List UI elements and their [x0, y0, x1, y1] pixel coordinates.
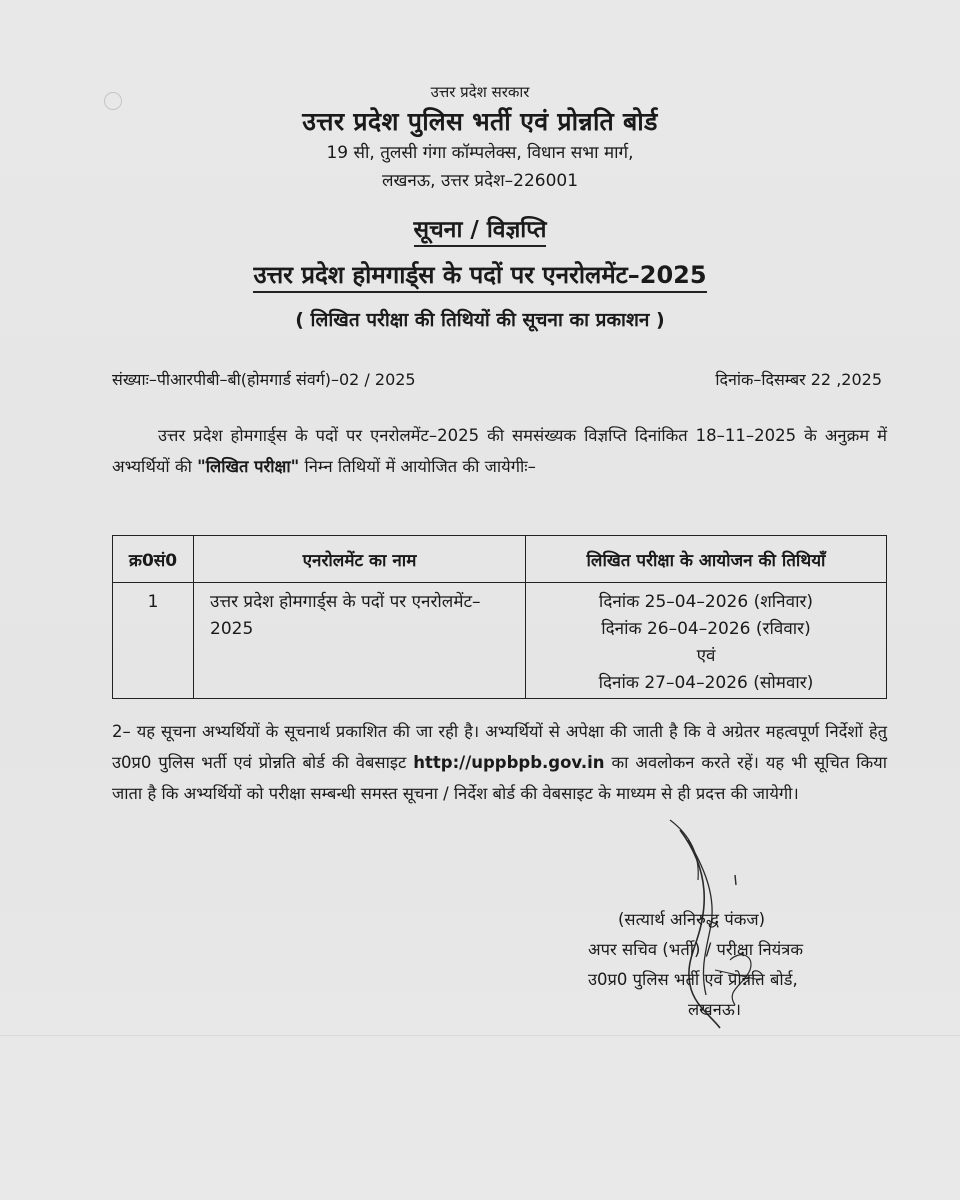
- paragraph-2-before: 2– यह सूचना अभ्यर्थियों के सूचनार्थ प्रकाशित की जा रही है। अभ्यर्थियों से अपेक्षा की जाती है कि वे अग्रेतर महत्वपूर्ण निर्देशों हेतु उ0प्र0 पुलिस भर्ती एवं प्रोन्नति बोर्ड की वेबसाइट: [112, 722, 887, 772]
- paragraph-1: [112, 420, 887, 482]
- paper-fold: [0, 1035, 960, 1036]
- subject-heading: [0, 258, 960, 291]
- signatory-block: [560, 905, 890, 1025]
- address-line-2: लखनऊ, उत्तर प्रदेश–226001: [381, 171, 579, 191]
- table-header-row: [113, 536, 887, 583]
- exam-date-conjunction: एवं: [696, 646, 716, 666]
- row-enrolment-name: उत्तर प्रदेश होमगार्ड्स के पदों पर एनरोलमेंट–2025: [194, 583, 526, 699]
- paragraph-1-bold: "लिखित परीक्षा": [197, 457, 300, 476]
- exam-date-2: दिनांक 26–04–2026 (रविवार): [601, 619, 811, 639]
- paragraph-2: [112, 716, 887, 809]
- notice-heading: [0, 212, 960, 244]
- header-enrolment-name: एनरोलमेंट का नाम: [194, 536, 526, 583]
- sub-note: ( लिखित परीक्षा की तिथियों की सूचना का प्रकाशन ): [295, 309, 665, 331]
- paragraph-1-before: उत्तर प्रदेश होमगार्ड्स के पदों पर एनरोलमेंट–2025 की समसंख्यक विज्ञप्ति दिनांकित 18–11–2025 के अनुक्रम में अभ्यर्थियों की: [112, 426, 887, 476]
- signatory-city: लखनऊ।: [688, 1000, 742, 1019]
- board-name: उत्तर प्रदेश पुलिस भर्ती एवं प्रोन्नति बोर्ड: [302, 107, 658, 136]
- reference-date: दिनांक–दिसम्बर 22 ,2025: [715, 370, 882, 389]
- header-serial: क्र0सं0: [113, 536, 194, 583]
- signatory-designation: अपर सचिव (भर्ती) / परीक्षा नियंत्रक: [588, 940, 804, 959]
- signatory-name: (सत्यार्थ अनिरुद्ध पंकज): [618, 910, 766, 929]
- row-serial: 1: [113, 583, 194, 699]
- signatory-office: उ0प्र0 पुलिस भर्ती एवं प्रोन्नति बोर्ड,: [588, 970, 798, 989]
- row-exam-dates: [526, 583, 887, 699]
- reference-number: संख्याः–पीआरपीबी–बी(होमगार्ड संवर्ग)–02 / 2025: [112, 370, 416, 389]
- paragraph-1-after: निम्न तिथियों में आयोजित की जायेगीः–: [299, 457, 536, 476]
- table-row: [113, 583, 887, 699]
- subject-text: उत्तर प्रदेश होमगार्ड्स के पदों पर एनरोलमेंट–2025: [253, 261, 706, 293]
- exam-date-1: दिनांक 25–04–2026 (शनिवार): [598, 592, 814, 612]
- exam-schedule-table: [112, 535, 887, 699]
- paragraph-2-after: का अवलोकन करते रहें। यह भी सूचित किया जाता है कि अभ्यर्थियों को परीक्षा सम्बन्धी समस्त सूचना / निर्देश बोर्ड की वेबसाइट के माध्यम से ही प्रदत्त की जायेगी।: [112, 753, 887, 803]
- exam-date-3: दिनांक 27–04–2026 (सोमवार): [598, 673, 814, 693]
- address-line-1: 19 सी, तुलसी गंगा कॉम्पलेक्स, विधान सभा मार्ग,: [326, 143, 634, 163]
- notice-label: सूचना / विज्ञप्ति: [414, 217, 547, 247]
- website-link[interactable]: http://uppbpb.gov.in: [413, 753, 605, 772]
- header-exam-dates: लिखित परीक्षा के आयोजन की तिथियाँ: [526, 536, 887, 583]
- government-line: उत्तर प्रदेश सरकार: [430, 83, 530, 101]
